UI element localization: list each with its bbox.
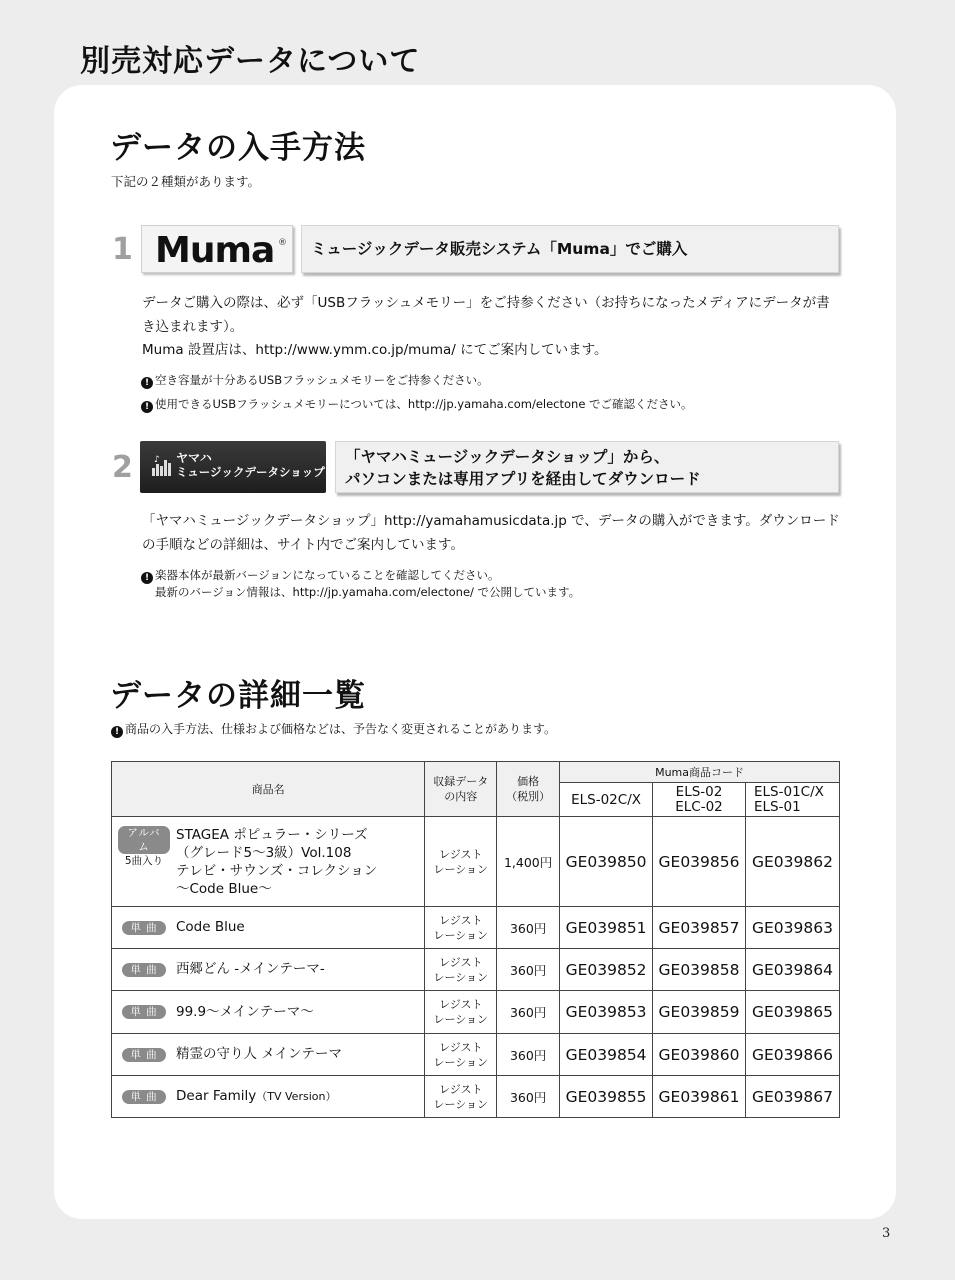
header-product-name: 商品名 [112, 762, 425, 817]
section-intro: 下記の２種類があります。 [111, 174, 261, 189]
single-content-line2: レーション [433, 1097, 489, 1111]
single-price: 360円 [497, 949, 560, 991]
header-col2-line1: ELS-02 [675, 783, 723, 800]
method2-body-line2: の手順などの詳細は、サイト内でご案内しています。 [142, 537, 464, 553]
header-price-line1: 価格 [517, 775, 540, 788]
header-content-line2: の内容 [444, 790, 478, 803]
header-col-els02cx: ELS-02C/X [560, 783, 653, 817]
single-content [425, 1034, 497, 1076]
equalizer-icon [152, 454, 174, 476]
single-code-3: GE039866 [745, 1034, 839, 1076]
section-heading-details: データの詳細一覧 [110, 678, 366, 714]
header-price-line2: （税別） [506, 790, 551, 803]
single-code-2: GE039857 [653, 907, 746, 949]
single-content-line2: レーション [433, 928, 489, 942]
single-content [425, 1076, 497, 1118]
album-title-line1: STAGEA ポピュラー・シリーズ [176, 826, 368, 843]
album-content-line2: レーション [433, 862, 489, 876]
method1-note1-text: 空き容量が十分あるUSBフラッシュメモリーをご持参ください。 [155, 373, 489, 387]
single-badge: 単 曲 [122, 1090, 166, 1104]
method1-note1 [141, 372, 489, 389]
single-code-1: GE039853 [560, 991, 653, 1034]
single-code-2: GE039859 [653, 991, 746, 1034]
album-code-1: GE039850 [560, 817, 653, 907]
method2-note1 [141, 567, 500, 584]
caution-icon: ! [141, 401, 153, 413]
single-content-line2: レーション [433, 1055, 489, 1069]
single-title: Code Blue [176, 919, 245, 935]
single-code-3: GE039863 [745, 907, 839, 949]
single-badge: 単 曲 [122, 963, 166, 977]
table-row-album [112, 817, 840, 907]
single-badge: 単 曲 [122, 921, 166, 935]
header-col3-line2: ELS-01 [753, 798, 801, 815]
album-content-line1: レジスト [439, 847, 483, 861]
registered-mark: ® [278, 238, 287, 248]
album-title-line4: ～Code Blue～ [176, 880, 272, 897]
caution-icon: ! [111, 726, 123, 738]
muma-logo-text: Muma [155, 230, 275, 271]
method1-note2-text: 使用できるUSBフラッシュメモリーについては、http://jp.yamaha.com/electone でご確認ください。 [155, 397, 693, 411]
single-name-cell [112, 1076, 425, 1118]
single-code-1: GE039855 [560, 1076, 653, 1118]
single-code-2: GE039858 [653, 949, 746, 991]
method2-banner [335, 441, 839, 493]
svg-text:♪: ♪ [154, 455, 160, 465]
single-title: 99.9～メインテーマ～ [176, 1003, 314, 1020]
header-price [497, 762, 560, 817]
single-code-3: GE039867 [745, 1076, 839, 1118]
method2-note1-line2: 最新のバージョン情報は、http://jp.yamaha.com/electone/ で公開しています。 [155, 585, 581, 599]
logo-line2: ミュージックデータショップ [176, 465, 325, 479]
method1-body-line1: データご購入の際は、必ず「USBフラッシュメモリー」をご持参ください（お持ちになったメディアにデータが書 [142, 295, 830, 311]
single-price: 360円 [497, 907, 560, 949]
single-content-line1: レジスト [439, 1040, 483, 1054]
single-content [425, 991, 497, 1034]
single-code-2: GE039860 [653, 1034, 746, 1076]
album-price: 1,400円 [497, 817, 560, 907]
table-row [112, 991, 840, 1034]
logo-line1: ヤマハ [176, 451, 212, 465]
method1-note2 [141, 396, 693, 413]
method2-banner-line1: 「ヤマハミュージックデータショップ」から、 [345, 448, 670, 466]
single-title: 精霊の守り人 メインテーマ [176, 1046, 343, 1062]
single-title: 西郷どん -メインテーマ- [176, 961, 325, 977]
single-content-line2: レーション [433, 970, 489, 984]
header-col3-line1: ELS-01C/X [753, 783, 824, 800]
table-row [112, 1076, 840, 1118]
header-muma-code: Muma商品コード [560, 762, 840, 783]
single-code-1: GE039852 [560, 949, 653, 991]
step-number-1: 1 [112, 232, 133, 267]
method1-body-line2: き込まれます）。 [142, 319, 244, 335]
product-table [111, 761, 840, 1118]
single-name-cell [112, 907, 425, 949]
single-badge: 単 曲 [122, 1005, 166, 1019]
single-content [425, 949, 497, 991]
single-code-1: GE039851 [560, 907, 653, 949]
single-name-cell [112, 1034, 425, 1076]
single-code-2: GE039861 [653, 1076, 746, 1118]
single-code-3: GE039864 [745, 949, 839, 991]
album-content [425, 817, 497, 907]
single-content-line1: レジスト [439, 1082, 483, 1096]
single-code-1: GE039854 [560, 1034, 653, 1076]
method1-body-line3: Muma 設置店は、http://www.ymm.co.jp/muma/ にてご案内しています。 [142, 342, 608, 358]
page-number: 3 [882, 1226, 891, 1241]
yamaha-music-data-shop-logo [140, 441, 326, 493]
section-heading-acquire: データの入手方法 [110, 130, 366, 166]
single-name-cell [112, 991, 425, 1034]
header-content-line1: 収録データ [433, 775, 489, 788]
method1-banner: ミュージックデータ販売システム「Muma」でご購入 [301, 225, 839, 273]
header-col-els01 [745, 783, 839, 817]
header-content [425, 762, 497, 817]
album-code-3: GE039862 [745, 817, 839, 907]
album-badge-sub: 5曲入り [124, 854, 164, 867]
header-col-els02 [653, 783, 746, 817]
single-price: 360円 [497, 1076, 560, 1118]
method2-note1-line1: 楽器本体が最新バージョンになっていることを確認してください。 [155, 568, 500, 582]
album-badge: アルバム [118, 826, 170, 854]
section2-note [111, 721, 556, 738]
caution-icon: ! [141, 377, 153, 389]
table-row [112, 949, 840, 991]
step-number-2: 2 [112, 450, 133, 485]
single-content [425, 907, 497, 949]
muma-logo [141, 225, 293, 273]
single-content-line2: レーション [433, 1013, 489, 1026]
method2-body-line1: 「ヤマハミュージックデータショップ」http://yamahamusicdata.jp で、データの購入ができます。ダウンロード [142, 513, 840, 529]
album-code-2: GE039856 [653, 817, 746, 907]
single-content-line1: レジスト [439, 955, 483, 969]
method2-banner-line2: パソコンまたは専用アプリを経由してダウンロード [345, 470, 701, 488]
single-title: Dear Family [176, 1088, 257, 1104]
single-content-line1: レジスト [439, 998, 483, 1011]
table-row [112, 1034, 840, 1076]
album-name-cell [112, 817, 425, 907]
single-price: 360円 [497, 991, 560, 1034]
header-col2-line2: ELC-02 [675, 798, 723, 815]
single-name-cell [112, 949, 425, 991]
single-content-line1: レジスト [439, 913, 483, 927]
section2-note-text: 商品の入手方法、仕様および価格などは、予告なく変更されることがあります。 [125, 722, 557, 736]
caution-icon: ! [141, 572, 153, 584]
single-badge: 単 曲 [122, 1048, 166, 1062]
album-title-line3: テレビ・サウンズ・コレクション [176, 862, 378, 879]
single-code-3: GE039865 [745, 991, 839, 1034]
album-title-line2: （グレード5～3級）Vol.108 [176, 844, 352, 861]
table-row [112, 907, 840, 949]
page-title: 別売対応データについて [80, 44, 421, 79]
single-price: 360円 [497, 1034, 560, 1076]
single-title-small: （TV Version） [256, 1090, 337, 1103]
